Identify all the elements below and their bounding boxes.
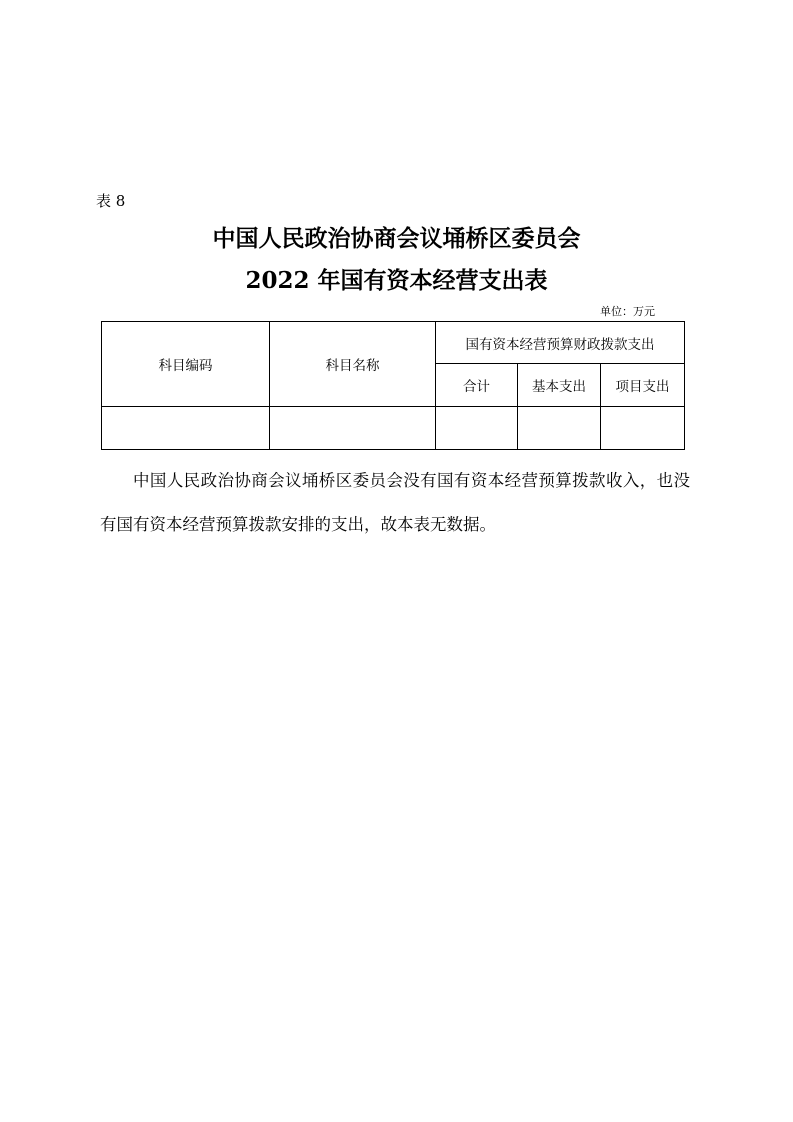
- table-row: [102, 407, 685, 450]
- cell-total: [436, 407, 518, 450]
- page-title: 中国人民政治协商会议埇桥区委员会: [212, 225, 581, 252]
- header-budget-group: 国有资本经营预算财政拨款支出: [436, 322, 685, 364]
- cell-basic: [518, 407, 601, 450]
- header-basic-expense: 基本支出: [518, 364, 601, 407]
- cell-name: [270, 407, 436, 450]
- expenditure-table: [101, 321, 685, 450]
- page-subtitle: 2022 年国有资本经营支出表: [245, 267, 548, 294]
- table-header-row: [102, 322, 685, 364]
- explanatory-note: 中国人民政治协商会议埇桥区委员会没有国有资本经营预算拨款收入，也没有国有资本经营预算拨款安排的支出，故本表无数据。: [100, 471, 690, 534]
- header-subject-code: 科目编码: [102, 322, 270, 407]
- header-project-expense: 项目支出: [601, 364, 685, 407]
- table-number: 表 8: [96, 192, 126, 210]
- cell-project: [601, 407, 685, 450]
- cell-code: [102, 407, 270, 450]
- unit-label: 单位：万元: [600, 305, 655, 318]
- header-total: 合计: [436, 364, 518, 407]
- header-subject-name: 科目名称: [270, 322, 436, 407]
